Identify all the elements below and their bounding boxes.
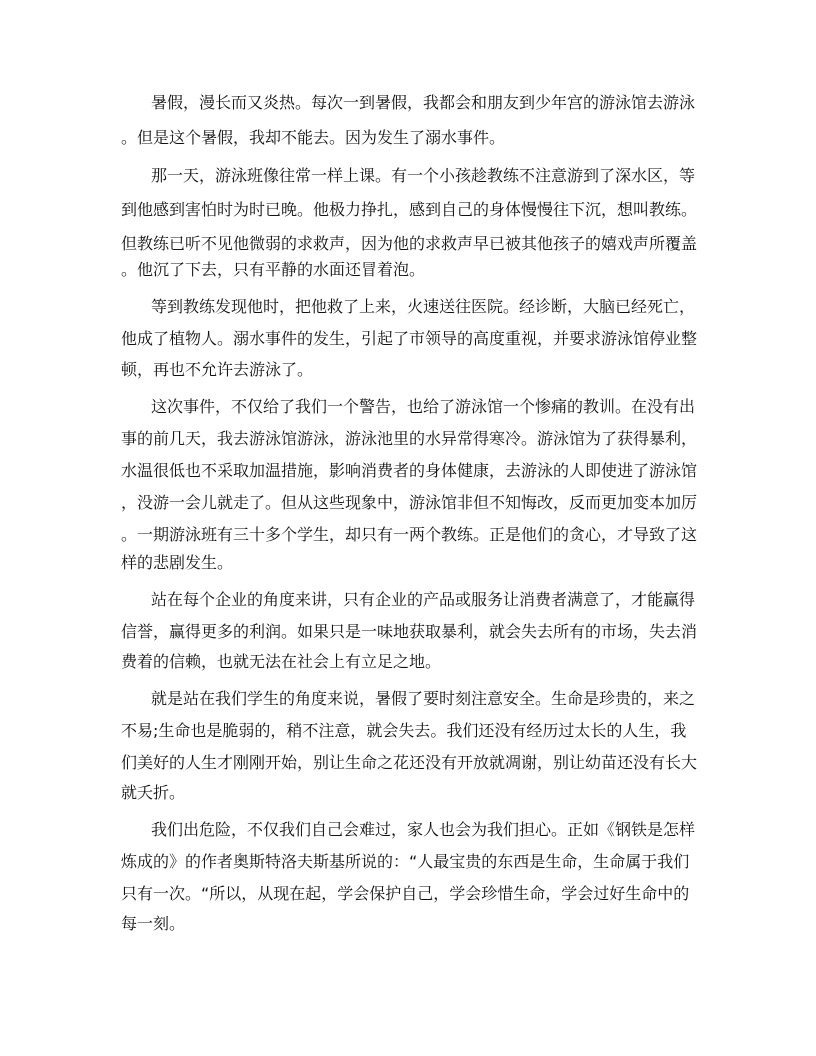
text-line: 。但是这个暑假，我却不能去。因为发生了溺水事件。 bbox=[121, 128, 506, 147]
text-line: 不易;生命也是脆弱的，稍不注意，就会失去。我们还没有经历过太长的人生，我 bbox=[121, 721, 687, 740]
text-line: 我们出危险，不仅我们自己会难过，家人也会为我们担心。正如《钢铁是怎样 bbox=[151, 820, 696, 839]
text-line: 到他感到害怕时为时已晚。他极力挣扎，感到自己的身体慢慢往下沉，想叫教练。 bbox=[121, 200, 698, 219]
text-line: 费着的信赖，也就无法在社会上有立足之地。 bbox=[121, 652, 442, 671]
text-line: 炼成的》的作者奥斯特洛夫斯基所说的：“人最宝贵的东西是生命，生命属于我们 bbox=[121, 852, 690, 871]
text-line: 水温很低也不采取加温措施，影响消费者的身体健康，去游泳的人即使进了游泳馆 bbox=[121, 461, 698, 480]
text-line: 顿，再也不允许去游泳了。 bbox=[121, 360, 314, 379]
text-line: 。一期游泳班有三十多个学生，却只有一两个教练。正是他们的贪心，才导致了这 bbox=[121, 525, 698, 544]
text-line: 就是站在我们学生的角度来说，暑假了要时刻注意安全。生命是珍贵的，来之 bbox=[151, 689, 696, 708]
text-line: ，没游一会儿就走了。但从这些现象中，游泳馆非但不知悔改，反而更加变本加厉 bbox=[121, 493, 698, 512]
text-line: 他成了植物人。溺水事件的发生，引起了市领导的高度重视，并要求游泳馆停业整 bbox=[121, 329, 698, 348]
text-line: 站在每个企业的角度来讲，只有企业的产品或服务让消费者满意了，才能赢得 bbox=[151, 590, 696, 609]
text-line: 等到教练发现他时，把他救了上来，火速送往医院。经诊断，大脑已经死亡， bbox=[151, 297, 696, 316]
text-line: 只有一次。“所以，从现在起，学会保护自己，学会珍惜生命，学会过好生命中的 bbox=[121, 884, 690, 903]
text-line: 但教练已听不见他微弱的求救声，因为他的求救声早已被其他孩子的嬉戏声所覆盖 bbox=[121, 234, 698, 253]
text-line: 这次事件，不仅给了我们一个警告，也给了游泳馆一个惨痛的教训。在没有出 bbox=[151, 397, 696, 416]
text-line: 暑假，漫长而又炎热。每次一到暑假，我都会和朋友到少年宫的游泳馆去游泳 bbox=[151, 93, 696, 112]
text-line: 就夭折。 bbox=[121, 783, 186, 802]
text-line: 样的悲剧发生。 bbox=[121, 553, 234, 572]
text-line: 事的前几天，我去游泳馆游泳，游泳池里的水异常得寒冷。游泳馆为了获得暴利， bbox=[121, 429, 698, 448]
text-line: 那一天，游泳班像往常一样上课。有一个小孩趁教练不注意游到了深水区，等 bbox=[151, 166, 696, 185]
text-line: 。他沉了下去，只有平静的水面还冒着泡。 bbox=[121, 260, 426, 279]
text-line: 们美好的人生才刚刚开始，别让生命之花还没有开放就凋谢，别让幼苗还没有长大 bbox=[121, 753, 698, 772]
text-line: 每一刻。 bbox=[121, 914, 186, 933]
text-line: 信誉，赢得更多的利润。如果只是一味地获取暴利，就会失去所有的市场，失去消 bbox=[121, 622, 698, 641]
